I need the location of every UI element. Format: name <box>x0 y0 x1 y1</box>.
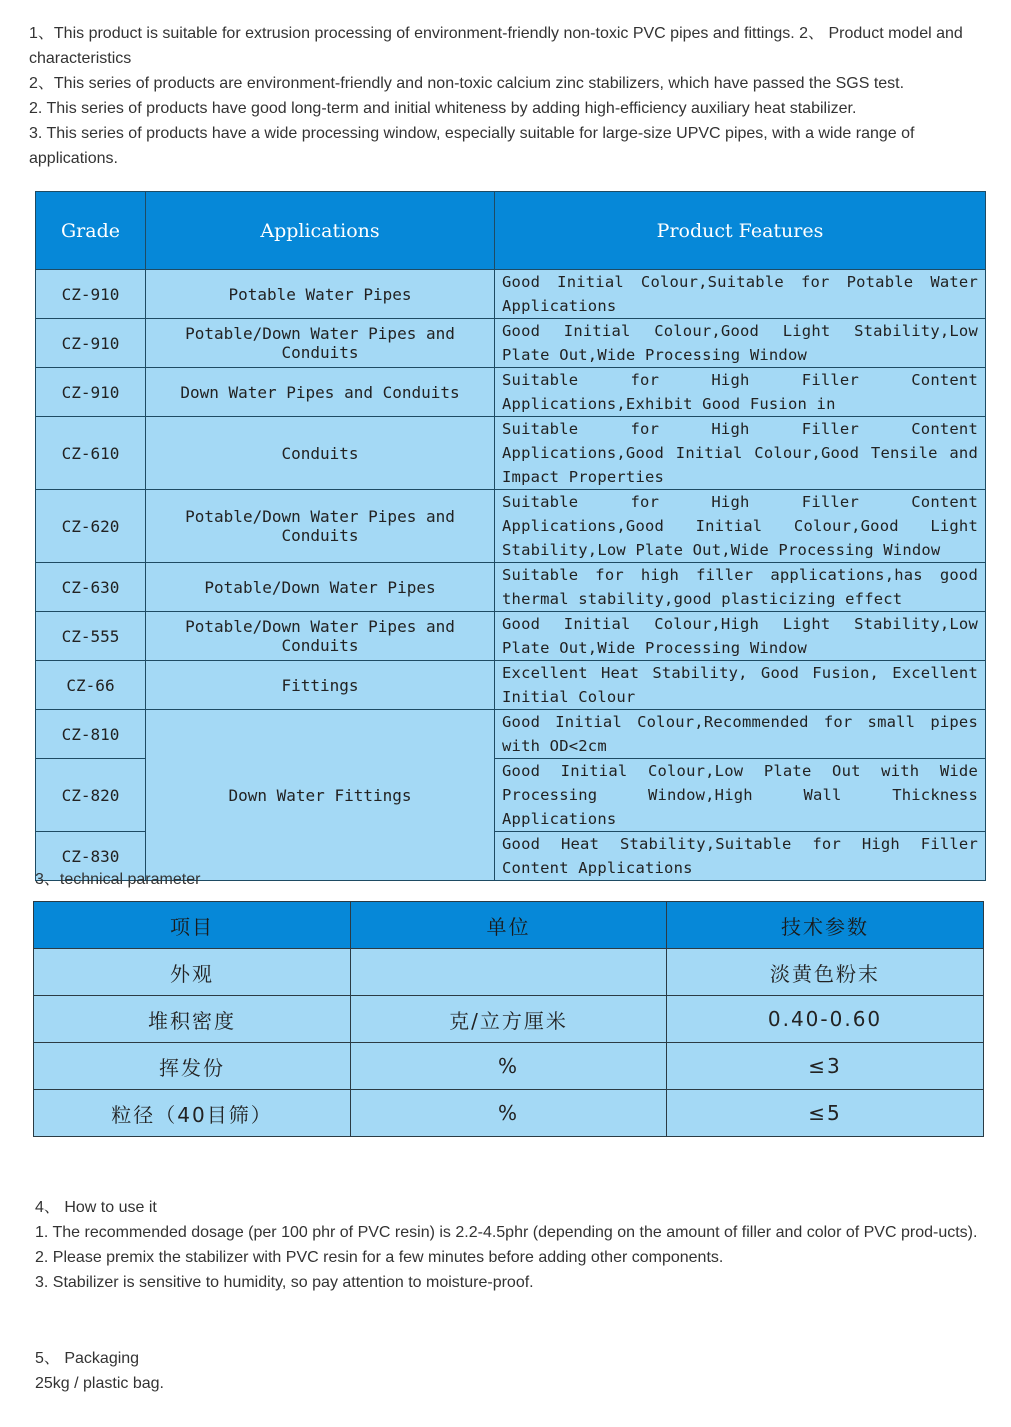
table-row <box>36 661 986 710</box>
features-cell: Good Initial Colour,Recommended for small pipes with OD<2cm <box>495 710 986 759</box>
grade-cell: CZ-610 <box>36 417 146 490</box>
application-cell: Down Water Pipes and Conduits <box>146 368 495 417</box>
application-cell: Potable/Down Water Pipes <box>146 563 495 612</box>
features-cell: Suitable for High Filler Content Applications,Exhibit Good Fusion in <box>495 368 986 417</box>
application-cell: Down Water Fittings <box>146 710 495 881</box>
usage-section <box>35 1195 985 1295</box>
unit-cell <box>351 949 667 996</box>
table-row <box>34 1090 984 1137</box>
table-row <box>36 490 986 563</box>
unit-cell: % <box>351 1090 667 1137</box>
item-cell: 外观 <box>34 949 351 996</box>
technical-parameter-title: 3、technical parameter <box>35 871 201 888</box>
product-table <box>35 191 986 881</box>
intro-line: 1、This product is suitable for extrusion processing of environment-friendly non-toxic PVC pipes and fittings. 2、 Product model and characteristics <box>29 25 963 67</box>
grade-cell: CZ-910 <box>36 270 146 319</box>
intro-section <box>29 21 989 171</box>
grade-cell: CZ-66 <box>36 661 146 710</box>
usage-line: 2. Please premix the stabilizer with PVC resin for a few minutes before adding other components. <box>35 1249 724 1266</box>
packaging-section <box>35 1346 164 1396</box>
item-cell: 挥发份 <box>34 1043 351 1090</box>
table-row <box>36 368 986 417</box>
application-cell: Potable/Down Water Pipes and Conduits <box>146 612 495 661</box>
table-row <box>36 319 986 368</box>
features-cell: Suitable for High Filler Content Applications,Good Initial Colour,Good Light Stability,Low Plate Out,Wide Processing Window <box>495 490 986 563</box>
technical-parameter-table <box>33 901 984 1137</box>
application-cell: Potable/Down Water Pipes and Conduits <box>146 490 495 563</box>
usage-line: 1. The recommended dosage (per 100 phr of PVC resin) is 2.2-4.5phr (depending on the amount of filler and color of PVC prod-ucts). <box>35 1224 978 1241</box>
header-unit: 单位 <box>351 902 667 949</box>
table-row <box>36 270 986 319</box>
application-cell: Fittings <box>146 661 495 710</box>
table-row <box>36 710 986 759</box>
application-cell: Conduits <box>146 417 495 490</box>
grade-cell: CZ-620 <box>36 490 146 563</box>
usage-title: 4、 How to use it <box>35 1199 157 1216</box>
item-cell: 粒径（40目筛） <box>34 1090 351 1137</box>
table-header-row <box>36 192 986 270</box>
features-cell: Good Initial Colour,High Light Stability,Low Plate Out,Wide Processing Window <box>495 612 986 661</box>
features-cell: Good Heat Stability,Suitable for High Filler Content Applications <box>495 832 986 881</box>
intro-line: 2. This series of products have good long-term and initial whiteness by adding high-efficiency auxiliary heat stabilizer. <box>29 100 857 117</box>
value-cell: ≤5 <box>667 1090 984 1137</box>
features-cell: Good Initial Colour,Suitable for Potable Water Applications <box>495 270 986 319</box>
features-cell: Suitable for High Filler Content Applications,Good Initial Colour,Good Tensile and Impact Properties <box>495 417 986 490</box>
table-row <box>34 996 984 1043</box>
table-row <box>36 563 986 612</box>
application-cell: Potable/Down Water Pipes and Conduits <box>146 319 495 368</box>
header-applications: Applications <box>146 192 495 270</box>
table-row <box>36 417 986 490</box>
features-cell: Excellent Heat Stability, Good Fusion, Excellent Initial Colour <box>495 661 986 710</box>
grade-cell: CZ-820 <box>36 759 146 832</box>
item-cell: 堆积密度 <box>34 996 351 1043</box>
header-item: 项目 <box>34 902 351 949</box>
intro-line: 2、This series of products are environment-friendly and non-toxic calcium zinc stabilizers, which have passed the SGS test. <box>29 75 905 92</box>
features-cell: Good Initial Colour,Low Plate Out with Wide Processing Window,High Wall Thickness Applications <box>495 759 986 832</box>
table-row <box>36 612 986 661</box>
grade-cell: CZ-555 <box>36 612 146 661</box>
unit-cell: 克/立方厘米 <box>351 996 667 1043</box>
header-features: Product Features <box>495 192 986 270</box>
packaging-text: 25kg / plastic bag. <box>35 1375 164 1392</box>
table-header-row <box>34 902 984 949</box>
header-value: 技术参数 <box>667 902 984 949</box>
table-row <box>34 1043 984 1090</box>
features-cell: Suitable for high filler applications,has good thermal stability,good plasticizing effect <box>495 563 986 612</box>
value-cell: 0.40-0.60 <box>667 996 984 1043</box>
value-cell: ≤3 <box>667 1043 984 1090</box>
table-row <box>34 949 984 996</box>
usage-line: 3. Stabilizer is sensitive to humidity, so pay attention to moisture-proof. <box>35 1274 534 1291</box>
packaging-title: 5、 Packaging <box>35 1350 140 1367</box>
grade-cell: CZ-630 <box>36 563 146 612</box>
application-cell: Potable Water Pipes <box>146 270 495 319</box>
header-grade: Grade <box>36 192 146 270</box>
grade-cell: CZ-910 <box>36 368 146 417</box>
unit-cell: % <box>351 1043 667 1090</box>
grade-cell: CZ-830 <box>36 832 146 881</box>
features-cell: Good Initial Colour,Good Light Stability,Low Plate Out,Wide Processing Window <box>495 319 986 368</box>
intro-line: 3. This series of products have a wide processing window, especially suitable for large-size UPVC pipes, with a wide range of applications. <box>29 125 915 167</box>
value-cell: 淡黄色粉末 <box>667 949 984 996</box>
grade-cell: CZ-910 <box>36 319 146 368</box>
grade-cell: CZ-810 <box>36 710 146 759</box>
